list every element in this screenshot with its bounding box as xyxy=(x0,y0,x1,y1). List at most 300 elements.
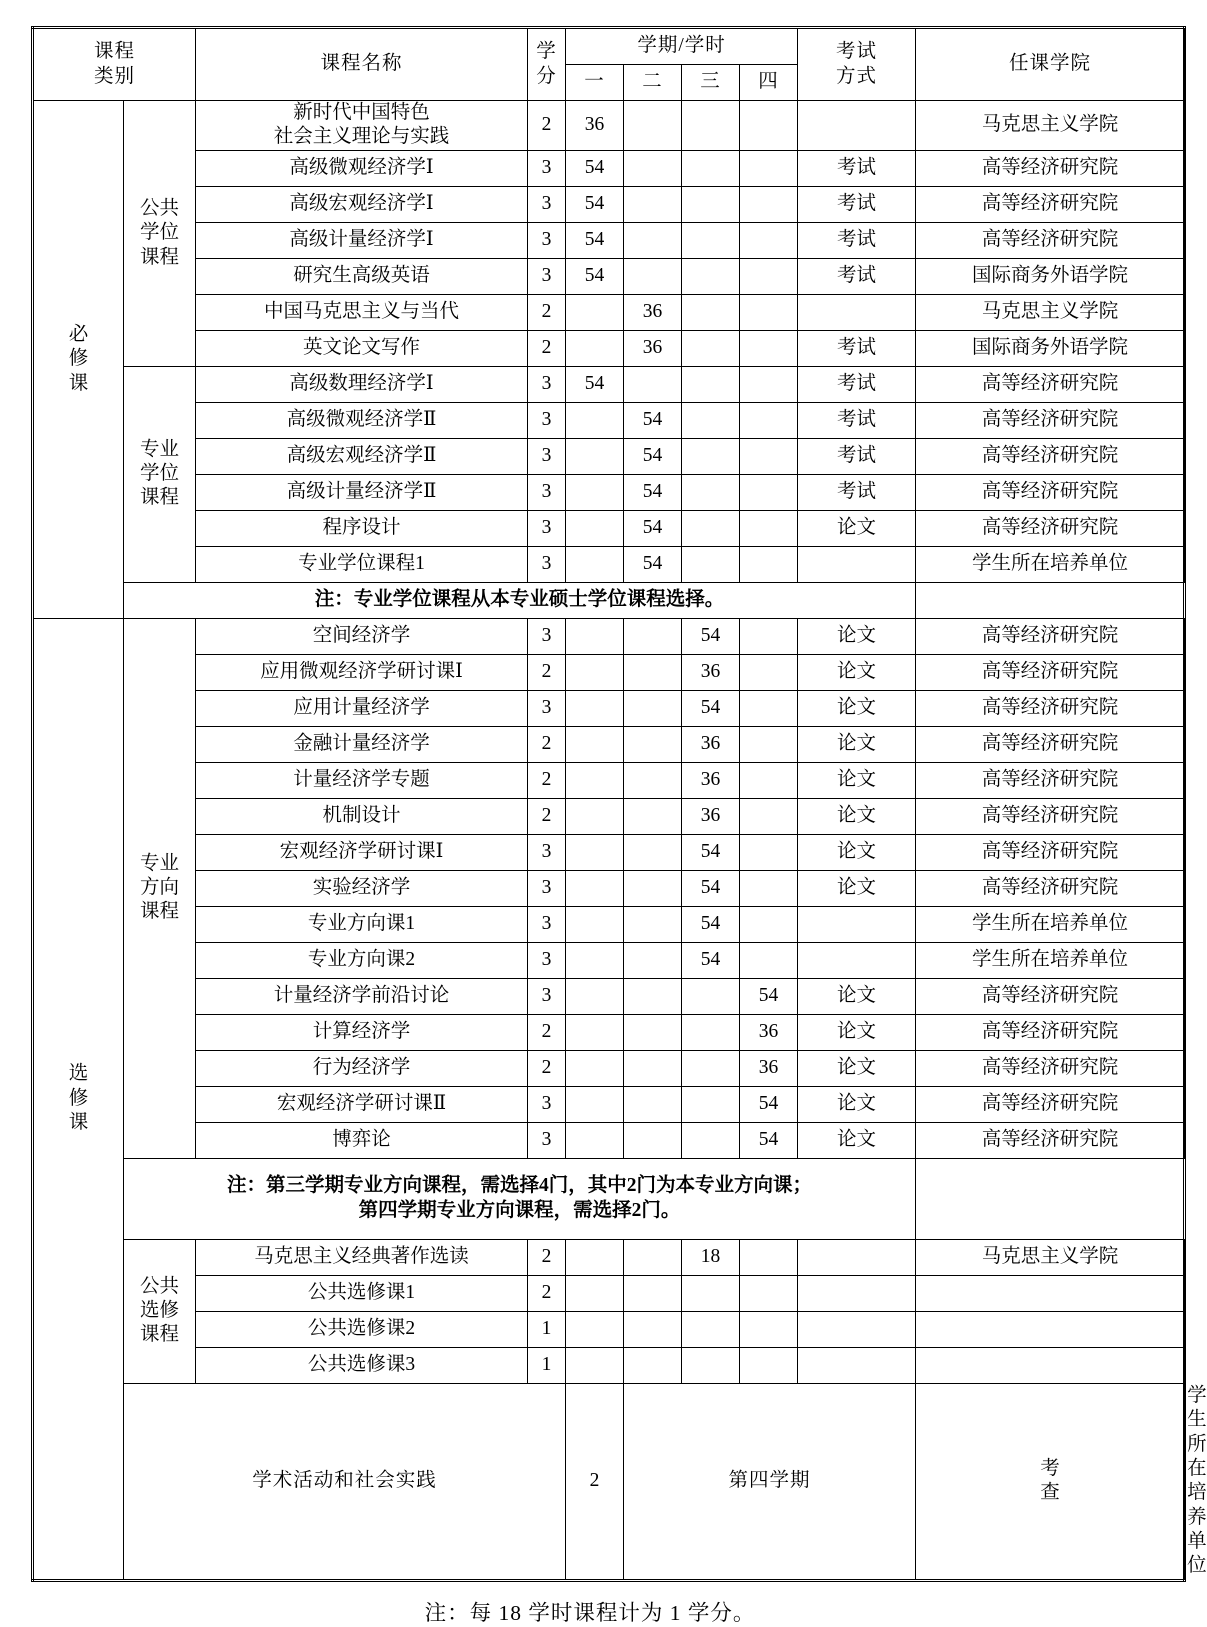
table-row xyxy=(33,906,1185,942)
course-term3-hours xyxy=(682,1086,740,1122)
table-row xyxy=(33,258,1185,294)
course-term3-hours xyxy=(682,510,740,546)
course-name: 金融计量经济学 xyxy=(196,726,528,762)
course-term2-hours xyxy=(624,1086,682,1122)
course-term3-hours xyxy=(682,1347,740,1383)
course-exam-method: 考试 xyxy=(798,438,916,474)
course-term4-hours xyxy=(740,1347,798,1383)
course-term2-hours: 54 xyxy=(624,510,682,546)
course-college: 国际商务外语学院 xyxy=(916,330,1185,366)
table-row xyxy=(33,366,1185,402)
course-term4-hours xyxy=(740,618,798,654)
course-college: 高等经济研究院 xyxy=(916,1122,1185,1158)
course-college: 高等经济研究院 xyxy=(916,726,1185,762)
course-term4-hours xyxy=(740,438,798,474)
course-college: 高等经济研究院 xyxy=(916,186,1185,222)
subcategory-public-degree-line-2: 课程 xyxy=(140,246,180,268)
header-exam-line1: 考试 xyxy=(836,41,878,63)
course-term4-hours xyxy=(740,222,798,258)
category-elective-char-0: 选 xyxy=(68,1063,89,1085)
course-name: 马克思主义经典著作选读 xyxy=(196,1239,528,1275)
course-term1-hours xyxy=(566,1050,624,1086)
table-row xyxy=(33,726,1185,762)
course-term3-hours xyxy=(682,546,740,582)
course-term4-hours xyxy=(740,906,798,942)
course-term1-hours xyxy=(566,1347,624,1383)
course-college: 高等经济研究院 xyxy=(916,1050,1185,1086)
subcategory-major-direction-line-2: 课程 xyxy=(140,901,180,923)
course-credit: 3 xyxy=(528,366,566,402)
header-category xyxy=(33,28,196,101)
course-term2-hours xyxy=(624,618,682,654)
subcategory-major-degree xyxy=(124,366,196,582)
course-term2-hours: 54 xyxy=(624,402,682,438)
course-credit: 2 xyxy=(528,1014,566,1050)
course-term1-hours xyxy=(566,618,624,654)
course-term1-hours: 54 xyxy=(566,222,624,258)
course-name-line1: 新时代中国特色 xyxy=(293,102,430,123)
course-term2-hours xyxy=(624,258,682,294)
table-row xyxy=(33,798,1185,834)
course-name: 计量经济学专题 xyxy=(196,762,528,798)
table-row xyxy=(33,1311,1185,1347)
course-term2-hours: 54 xyxy=(624,438,682,474)
course-term2-hours xyxy=(624,366,682,402)
course-term1-hours xyxy=(566,510,624,546)
course-college: 高等经济研究院 xyxy=(916,1086,1185,1122)
course-term2-hours xyxy=(624,978,682,1014)
course-exam-method: 论文 xyxy=(798,1122,916,1158)
course-term1-hours: 54 xyxy=(566,366,624,402)
course-college: 马克思主义学院 xyxy=(916,101,1185,151)
table-row xyxy=(33,294,1185,330)
course-term1-hours xyxy=(566,906,624,942)
course-credit: 3 xyxy=(528,150,566,186)
course-term4-hours xyxy=(740,798,798,834)
course-term4-hours: 54 xyxy=(740,1122,798,1158)
header-term-4: 四 xyxy=(740,65,798,101)
course-term4-hours xyxy=(740,690,798,726)
course-exam-method: 考试 xyxy=(798,474,916,510)
subcategory-public-elective-line-1: 选修 xyxy=(140,1300,180,1322)
subcategory-major-direction-line-0: 专业 xyxy=(140,852,180,874)
table-row xyxy=(33,330,1185,366)
table-row xyxy=(33,438,1185,474)
course-term2-hours xyxy=(624,906,682,942)
header-credit-line2: 分 xyxy=(536,65,557,87)
course-term4-hours xyxy=(740,101,798,151)
course-term4-hours xyxy=(740,366,798,402)
course-term1-hours xyxy=(566,942,624,978)
note-major-direction-line1: 注：第三学期专业方向课程，需选择4门，其中2门为本专业方向课； xyxy=(227,1175,813,1197)
course-name: 宏观经济学研讨课Ⅱ xyxy=(196,1086,528,1122)
course-exam-method: 考试 xyxy=(798,150,916,186)
course-exam-method: 论文 xyxy=(798,1086,916,1122)
course-term2-hours xyxy=(624,1311,682,1347)
course-term4-hours: 54 xyxy=(740,978,798,1014)
course-name: 计量经济学前沿讨论 xyxy=(196,978,528,1014)
course-name: 高级数理经济学Ⅰ xyxy=(196,366,528,402)
course-college: 高等经济研究院 xyxy=(916,978,1185,1014)
course-term1-hours xyxy=(566,546,624,582)
course-college: 高等经济研究院 xyxy=(916,870,1185,906)
course-name: 高级计量经济学Ⅱ xyxy=(196,474,528,510)
course-exam-method: 论文 xyxy=(798,654,916,690)
final-activity-label: 学术活动和社会实践 xyxy=(124,1383,566,1580)
course-term2-hours xyxy=(624,690,682,726)
subcategory-major-direction xyxy=(124,618,196,1158)
course-college: 高等经济研究院 xyxy=(916,402,1185,438)
note-major-degree: 注：专业学位课程从本专业硕士学位课程选择。 xyxy=(124,582,916,618)
course-term3-hours xyxy=(682,1014,740,1050)
note-major-direction-line2: 第四学期专业方向课程，需选择2门。 xyxy=(358,1199,681,1221)
course-term1-hours xyxy=(566,1086,624,1122)
course-term2-hours xyxy=(624,1275,682,1311)
course-name: 专业方向课1 xyxy=(196,906,528,942)
header-college: 任课学院 xyxy=(916,28,1185,101)
course-exam-method xyxy=(798,1311,916,1347)
course-term3-hours xyxy=(682,438,740,474)
course-credit: 1 xyxy=(528,1311,566,1347)
category-elective xyxy=(33,618,124,1580)
course-college: 高等经济研究院 xyxy=(916,222,1185,258)
table-row xyxy=(33,402,1185,438)
table-row xyxy=(33,186,1185,222)
course-term4-hours xyxy=(740,294,798,330)
course-college: 高等经济研究院 xyxy=(916,150,1185,186)
course-term2-hours xyxy=(624,1122,682,1158)
table-row xyxy=(33,834,1185,870)
category-elective-char-1: 修 xyxy=(68,1087,89,1109)
table-row xyxy=(33,1086,1185,1122)
course-term4-hours xyxy=(740,834,798,870)
category-elective-char-2: 课 xyxy=(68,1111,89,1133)
course-credit: 3 xyxy=(528,942,566,978)
table-row xyxy=(33,654,1185,690)
table-note-row xyxy=(33,1158,1185,1239)
course-term1-hours: 54 xyxy=(566,258,624,294)
course-exam-method: 论文 xyxy=(798,1050,916,1086)
course-name: 实验经济学 xyxy=(196,870,528,906)
course-term4-hours xyxy=(740,510,798,546)
course-term4-hours xyxy=(740,726,798,762)
course-college: 高等经济研究院 xyxy=(916,762,1185,798)
course-term3-hours xyxy=(682,978,740,1014)
course-name: 专业方向课2 xyxy=(196,942,528,978)
course-credit: 3 xyxy=(528,618,566,654)
course-name: 博弈论 xyxy=(196,1122,528,1158)
course-exam-method: 考试 xyxy=(798,186,916,222)
course-name xyxy=(196,101,528,151)
course-term1-hours xyxy=(566,834,624,870)
course-credit: 3 xyxy=(528,834,566,870)
header-term-hours: 学期/学时 xyxy=(566,28,798,65)
course-name: 行为经济学 xyxy=(196,1050,528,1086)
course-credit: 3 xyxy=(528,258,566,294)
course-exam-method: 考试 xyxy=(798,366,916,402)
subcategory-public-degree-line-0: 公共 xyxy=(140,197,180,219)
course-college: 高等经济研究院 xyxy=(916,1014,1185,1050)
course-credit: 2 xyxy=(528,101,566,151)
course-term2-hours: 54 xyxy=(624,546,682,582)
course-name: 高级微观经济学Ⅰ xyxy=(196,150,528,186)
course-term1-hours xyxy=(566,1311,624,1347)
final-activity-credit: 2 xyxy=(566,1383,624,1580)
course-term4-hours xyxy=(740,258,798,294)
course-term3-hours: 36 xyxy=(682,726,740,762)
course-term4-hours xyxy=(740,150,798,186)
course-term3-hours xyxy=(682,186,740,222)
table-row xyxy=(33,1347,1185,1383)
table-note-row xyxy=(33,582,1185,618)
subcategory-major-direction-line-1: 方向 xyxy=(140,877,180,899)
course-term3-hours: 54 xyxy=(682,690,740,726)
course-college xyxy=(916,1347,1185,1383)
course-exam-method: 论文 xyxy=(798,1014,916,1050)
course-term2-hours: 36 xyxy=(624,330,682,366)
header-term-3: 三 xyxy=(682,65,740,101)
bottom-note: 注：每 18 学时课程计为 1 学分。 xyxy=(424,1600,756,1625)
course-exam-method xyxy=(798,1347,916,1383)
table-row xyxy=(33,1239,1185,1275)
subcategory-public-elective xyxy=(124,1239,196,1383)
course-name: 高级微观经济学Ⅱ xyxy=(196,402,528,438)
table-row xyxy=(33,510,1185,546)
course-term3-hours: 54 xyxy=(682,870,740,906)
course-term3-hours: 54 xyxy=(682,618,740,654)
course-college: 学生所在培养单位 xyxy=(916,942,1185,978)
table-row xyxy=(33,1014,1185,1050)
course-term4-hours xyxy=(740,654,798,690)
course-term3-hours xyxy=(682,1050,740,1086)
course-term3-hours xyxy=(682,150,740,186)
table-header-row xyxy=(33,28,1185,65)
table-row xyxy=(33,474,1185,510)
course-term2-hours xyxy=(624,1347,682,1383)
course-exam-method: 论文 xyxy=(798,510,916,546)
course-credit: 3 xyxy=(528,402,566,438)
course-college: 马克思主义学院 xyxy=(916,294,1185,330)
course-exam-method xyxy=(798,906,916,942)
course-term3-hours: 36 xyxy=(682,762,740,798)
course-term2-hours xyxy=(624,870,682,906)
course-term3-hours xyxy=(682,1122,740,1158)
table-row xyxy=(33,150,1185,186)
course-term3-hours: 36 xyxy=(682,654,740,690)
course-name: 宏观经济学研讨课Ⅰ xyxy=(196,834,528,870)
course-term2-hours xyxy=(624,834,682,870)
course-term3-hours: 36 xyxy=(682,798,740,834)
table-row xyxy=(33,1122,1185,1158)
course-name: 英文论文写作 xyxy=(196,330,528,366)
course-credit: 3 xyxy=(528,186,566,222)
course-term2-hours xyxy=(624,1239,682,1275)
course-credit: 3 xyxy=(528,1086,566,1122)
table-row xyxy=(33,101,1185,151)
course-name: 公共选修课1 xyxy=(196,1275,528,1311)
subcategory-major-degree-line-0: 专业 xyxy=(140,438,180,460)
course-term4-hours: 36 xyxy=(740,1014,798,1050)
header-term-2: 二 xyxy=(624,65,682,101)
course-term1-hours: 54 xyxy=(566,150,624,186)
course-term1-hours xyxy=(566,438,624,474)
course-exam-method xyxy=(798,1275,916,1311)
course-college: 高等经济研究院 xyxy=(916,366,1185,402)
course-term4-hours: 36 xyxy=(740,1050,798,1086)
course-term1-hours xyxy=(566,1239,624,1275)
course-term4-hours xyxy=(740,942,798,978)
subcategory-public-elective-line-2: 课程 xyxy=(140,1324,180,1346)
course-term1-hours xyxy=(566,762,624,798)
course-name: 应用计量经济学 xyxy=(196,690,528,726)
course-term1-hours xyxy=(566,798,624,834)
course-credit: 2 xyxy=(528,726,566,762)
course-name: 计算经济学 xyxy=(196,1014,528,1050)
course-exam-method: 论文 xyxy=(798,978,916,1014)
final-activity-exam-method xyxy=(916,1383,1185,1580)
table-row xyxy=(33,870,1185,906)
table-final-row: 学术活动和社会实践 2 第四学期 考 查 学生所在培养单位 xyxy=(33,1383,1185,1580)
course-term4-hours: 54 xyxy=(740,1086,798,1122)
course-credit: 2 xyxy=(528,294,566,330)
course-credit: 3 xyxy=(528,870,566,906)
note-major-direction xyxy=(124,1158,916,1239)
course-credit: 2 xyxy=(528,1239,566,1275)
course-credit: 2 xyxy=(528,762,566,798)
header-category-line2: 类别 xyxy=(94,65,136,87)
course-credit: 2 xyxy=(528,1050,566,1086)
course-term2-hours xyxy=(624,942,682,978)
course-term1-hours xyxy=(566,1122,624,1158)
course-credit: 3 xyxy=(528,546,566,582)
course-term1-hours xyxy=(566,294,624,330)
course-college: 国际商务外语学院 xyxy=(916,258,1185,294)
course-name-line2: 社会主义理论与实践 xyxy=(273,126,450,148)
course-term4-hours xyxy=(740,870,798,906)
course-term4-hours xyxy=(740,546,798,582)
course-term4-hours xyxy=(740,1239,798,1275)
course-term2-hours: 54 xyxy=(624,474,682,510)
header-credit-line1: 学 xyxy=(536,41,557,63)
course-term4-hours xyxy=(740,474,798,510)
course-term3-hours xyxy=(682,101,740,151)
subcategory-public-elective-line-0: 公共 xyxy=(140,1275,180,1297)
course-credit: 2 xyxy=(528,798,566,834)
subcategory-public-degree xyxy=(124,101,196,367)
category-required-char-1: 修 xyxy=(68,348,89,370)
course-term2-hours xyxy=(624,186,682,222)
course-term3-hours: 18 xyxy=(682,1239,740,1275)
course-college: 高等经济研究院 xyxy=(916,474,1185,510)
table-row xyxy=(33,618,1185,654)
course-college: 高等经济研究院 xyxy=(916,510,1185,546)
header-credit xyxy=(528,28,566,101)
course-exam-method: 论文 xyxy=(798,870,916,906)
course-term3-hours xyxy=(682,330,740,366)
course-exam-method: 考试 xyxy=(798,222,916,258)
course-term1-hours xyxy=(566,1275,624,1311)
course-name: 研究生高级英语 xyxy=(196,258,528,294)
course-exam-method: 论文 xyxy=(798,690,916,726)
course-term3-hours xyxy=(682,1275,740,1311)
course-term3-hours: 54 xyxy=(682,906,740,942)
course-credit: 3 xyxy=(528,1122,566,1158)
course-term4-hours xyxy=(740,1275,798,1311)
course-credit: 1 xyxy=(528,1347,566,1383)
course-term3-hours xyxy=(682,402,740,438)
course-name: 程序设计 xyxy=(196,510,528,546)
category-required xyxy=(33,101,124,619)
course-college xyxy=(916,1311,1185,1347)
course-term1-hours xyxy=(566,690,624,726)
course-term4-hours xyxy=(740,402,798,438)
course-term3-hours xyxy=(682,366,740,402)
course-exam-method xyxy=(798,942,916,978)
category-required-char-0: 必 xyxy=(68,323,89,345)
course-term1-hours: 54 xyxy=(566,186,624,222)
course-term3-hours xyxy=(682,222,740,258)
course-term1-hours xyxy=(566,654,624,690)
course-term1-hours xyxy=(566,330,624,366)
course-term2-hours: 36 xyxy=(624,294,682,330)
course-college: 高等经济研究院 xyxy=(916,438,1185,474)
final-activity-term: 第四学期 xyxy=(624,1383,916,1580)
subcategory-major-degree-line-2: 课程 xyxy=(140,487,180,509)
header-term-1: 一 xyxy=(566,65,624,101)
course-credit: 3 xyxy=(528,222,566,258)
table-row xyxy=(33,978,1185,1014)
course-name: 中国马克思主义与当代 xyxy=(196,294,528,330)
course-term4-hours xyxy=(740,1311,798,1347)
course-term2-hours xyxy=(624,798,682,834)
course-name: 公共选修课2 xyxy=(196,1311,528,1347)
course-term1-hours xyxy=(566,402,624,438)
course-credit: 3 xyxy=(528,978,566,1014)
course-term2-hours xyxy=(624,222,682,258)
course-credit: 3 xyxy=(528,906,566,942)
course-name: 专业学位课程1 xyxy=(196,546,528,582)
course-exam-method: 论文 xyxy=(798,834,916,870)
final-exam-line1: 考 xyxy=(1040,1457,1060,1479)
course-name: 公共选修课3 xyxy=(196,1347,528,1383)
course-term4-hours xyxy=(740,762,798,798)
subcategory-major-degree-line-1: 学位 xyxy=(140,463,180,485)
course-name: 应用微观经济学研讨课Ⅰ xyxy=(196,654,528,690)
course-term2-hours xyxy=(624,101,682,151)
course-exam-method xyxy=(798,101,916,151)
course-college: 高等经济研究院 xyxy=(916,834,1185,870)
course-exam-method: 论文 xyxy=(798,798,916,834)
course-name: 机制设计 xyxy=(196,798,528,834)
course-credit: 3 xyxy=(528,510,566,546)
table-row xyxy=(33,222,1185,258)
course-name: 空间经济学 xyxy=(196,618,528,654)
subcategory-public-degree-line-1: 学位 xyxy=(140,222,180,244)
table-row xyxy=(33,1050,1185,1086)
course-name: 高级计量经济学Ⅰ xyxy=(196,222,528,258)
header-category-line1: 课程 xyxy=(94,41,136,63)
course-exam-method: 考试 xyxy=(798,258,916,294)
course-credit: 2 xyxy=(528,1275,566,1311)
table-row xyxy=(33,690,1185,726)
table-row xyxy=(33,942,1185,978)
course-term3-hours xyxy=(682,258,740,294)
course-term2-hours xyxy=(624,762,682,798)
course-college: 高等经济研究院 xyxy=(916,654,1185,690)
course-credit: 3 xyxy=(528,690,566,726)
course-exam-method xyxy=(798,546,916,582)
course-college: 高等经济研究院 xyxy=(916,798,1185,834)
